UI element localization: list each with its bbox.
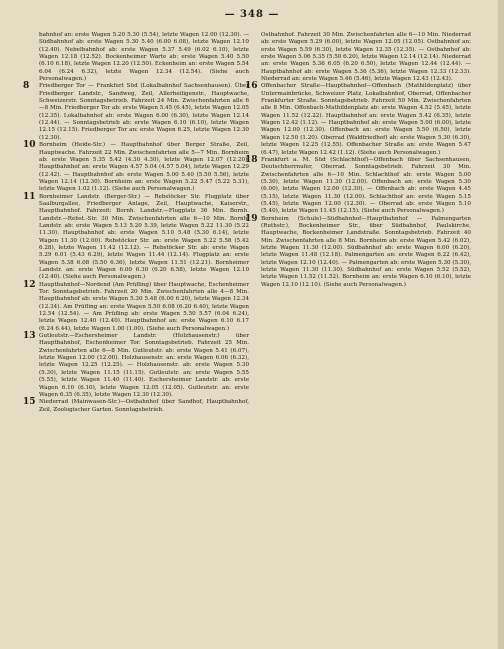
route-entry xyxy=(23,397,249,414)
route-text: Hauptbahnhof—Nordend (Am Prüfling) über Hauptwache, Eschenheimer Tor. Sonntagsbetrieb. Fahrzeit 20 Min. Zwischenfahrten alle 4—8 Min. Hauptbahnhof ab: erste Wagen 5.30 5.48 (6.00 6.20), letzte Wagen 12.34 (12.34). Am Prüfling an: erste Wagen 5.50 6.08 (6.20 6.40), letzte Wagen 12.54 (12.54). — Am Prüfling ab: erste Wagen 5.50 5.57 (6.04 6.24), letzte Wagen 12.40 (12.40). Hauptbahnhof an: erste Wagen 6.10 6.17 (6.24 6.44), letzte Wagen 1.00 (1.00). (Siehe auch Personalwagen.) xyxy=(39,281,249,332)
route-number: 10 xyxy=(23,140,36,151)
route-text: Frankfurt a. M. Süd (Schlachthof)—Offenbach über Sachsenhausen, Deutschherrnufer, Oberrad. Sonntagsbetrieb. Fahrzeit 30 Min. Zwischenfahrten alle 6—10 Min. Schlachthof ab: erste Wagen 5.00 (5.30), letzte Wagen 11.30 (12.00). Offenbach an: erste Wagen 5.30 (6.00), letzte Wagen 12.00 (12.30). — Offenbach ab: erste Wagen 4.45 (5.15), letzte Wagen 11.30 (12.00). Schlachthof an: erste Wagen 5.15 (5.45), letzte Wagen 12.00 (12.30). — Oberrad ab: erste Wagen 5.10 (5.40), letzte Wagen 11.45 (12.15). (Siehe auch Personalwagen.) xyxy=(261,156,471,215)
continuation-text: bahnhof an: erste Wagen 5.20 5.30 (5.54), letzte Wagen 12.00 (12.30). — Südbahnhof ab: erste Wagen 5.30 5.40 (6.00 6.08), letzte Wagen 12.10 (12.40). Nebelbahnhof ab: erste Wagen 5.37 5.49 (6.02 6.10), letzte Wagen 12.18 (12.52). Bockenheimer Warte ab: erste Wagen 5.40 5.50 (6.10 6.18), letzte Wagen 12.20 (12.50). Eckenheim an: erste Wagen 5.54 6.04 (6.24 6.32), letzte Wagen 12.34 (12.54). (Siehe auch Personalwagen.) xyxy=(39,32,249,83)
route-number: 15 xyxy=(23,397,36,408)
route-entry xyxy=(23,140,249,193)
page-number: — 348 — xyxy=(224,9,280,20)
left-column xyxy=(23,32,249,642)
route-text: Bornheim (Heide-Str.) — Hauptbahnhof über Berger Straße, Zeil, Hauptwache. Fahrzeit 22 Min. Zwischenfahrten alle 5—7 Min. Bornheim ab: erste Wagen 5.35 5.42 (4.30 4.30), letzte Wagen 12.07 (12.20). Hauptbahnhof an: erste Wagen 4.57 5.04 (4.57 5.04), letzte Wagen 12.29 (12.42). — Hauptbahnhof ab: erste Wagen 5.00 5.40 (5.50 5.56), letzte Wagen 12.14 (12.30). Bornheim an: erste Wagen 5.22 5.47 (5.22 5.31), letzte Wagen 1.02 (1.12). (Siehe auch Personalwagen.) xyxy=(39,142,249,193)
route-text: Friedberger Tor — Frankfurt Süd (Lokalbahnhof Sachsenhausen). Über Friedberger Landstr., Sandweg, Zeil, Allerheiligenstr., Hauptwache, Schweizerstr. Sonntagsbetrieb. Fahrzeit 24 Min. Zwischenfahrten alle 6—8 Min. Friedberger Tor ab: erste Wagen 5.45 (6.45), letzte Wagen 12.05 (12.35). Lokalbahnhof ab: erste Wagen 6.00 (6.30), letzte Wagen 12.14 (12.44). — Sonntagsbetrieb ab: erste Wagen 6.10 (6.10), letzte Wagen 12.15 (12.15). Friedberger Tor an: erste Wagen 6.25, letzte Wagen 12.30 (12.30). xyxy=(39,83,249,141)
route-number: 16 xyxy=(245,81,258,92)
route-text: Bornheim (Schule)—Südbahnhof—Hauptbahnhof — Palmengarten (Ruthstr.), Bockenheimer Str., über Südbahnhof, Paulskirche, Hauptwache, Bockenheimer Landstraße. Sonntagsbetrieb. Fahrzeit 40 Min. Zwischenfahrten alle 8 Min. Bornheim ab: erste Wagen 5.42 (6.02), letzte Wagen 11.30 (12.00). Südbahnhof ab: erste Wagen 6.00 (6.20), letzte Wagen 11.48 (12.18). Palmengarten an: erste Wagen 6.22 (6.42), letzte Wagen 12.10 (12.40). — Palmengarten ab: erste Wagen 5.30 (5.30), letzte Wagen 11.30 (11.30). Südbahnhof an: erste Wagen 5.52 (5.52), letzte Wagen 11.52 (11.52). Bornheim an: erste Wagen 6.10 (6.10), letzte Wagen 12.10 (12.10). (Siehe auch Personalwagen.) xyxy=(261,215,471,288)
route-number: 18 xyxy=(245,154,258,165)
route-text: Bornheimer Landstr. (Berger-Str.) — Rebstöcker Str. Flugplatz über Saalburgallee, Friedberger Anlage, Zeil, Hauptwache, Kaiserstr., Hauptbahnhof. Fahrzeit: Bornh. Landstr.—Flugplatz 36 Min. Bornh. Landstr.—Rebst.-Str. 30 Min. Zwischenfahrten alle 6—10 Min. Bornh. Landstr. ab: erste Wagen 5.13 5.20 5.39, letzte Wagen 5.22 11.30 (5.22 11.30). Hauptbahnhof ab: erste Wagen 5.10 5.48 (5.30 6.14), letzte Wagen 11.30 (12.00). Rebstöcker Str. an: erste Wagen 5.22 5.58 (5.42 6.28), letzte Wagen 11.42 (12.12). — Rebstöcker Str. ab: erste Wagen 5.29 6.01 (5.43 6.29), letzte Wagen 11.44 (12.14). Flugplatz an: erste Wagen 5.38 6.08 (5.50 6.36), letzte Wagen 11.51 (12.21). Bornheimer Landstr. an: erste Wagen 6.00 6.30 (6.20 6.58), letzte Wagen 12.10 (12.40). (Siehe auch Personalwagen.) xyxy=(39,193,249,281)
route-number: 12 xyxy=(23,279,36,290)
route-entry xyxy=(245,81,471,156)
route-entry xyxy=(23,81,249,142)
route-text: Niederrad (Mainwasen-Str.)—Ostbahnhof über Sandhof, Hauptbahnhof, Zeil, Zoologischer Garten. Sonntagsbetrieb. xyxy=(39,399,249,413)
route-entry xyxy=(23,191,249,282)
route-entry xyxy=(245,154,471,216)
route-number: 13 xyxy=(23,331,36,342)
continuation-text: Ostbahnhof. Fahrzeit 30 Min. Zwischenfahrten alle 6—10 Min. Niederrad ab: erste Wagen 5.29 (6.00), letzte Wagen 12.05 (12.05). Ostbahnhof an: erste Wagen 5.59 (6.30), letzte Wagen 12.35 (12.35). — Ostbahnhof ab: erste Wagen 5.06 5.35 (5.50 6.20), letzte Wagen 12.14 (12.14). Niederrad an: erste Wagen 5.36 6.05 (6.20 6.50), letzte Wagen 12.44 (12.44). — Hauptbahnhof ab: erste Wagen 5.36 (5.36), letzte Wagen 12.33 (12.33). Niederrad an: erste Wagen 5.46 (5.46), letzte Wagen 12.43 (12.43). xyxy=(261,32,471,83)
page-edge-shadow xyxy=(498,0,504,649)
right-column xyxy=(245,32,471,642)
route-number: 11 xyxy=(23,191,36,202)
route-text: Offenbacher Straße—Hauptbahnhof—Offenbach (Mathildenplatz) über Untermainbrücke, Schweizer Platz, Lokalbahnhof, Oberrad, Offenbacher Frankfurter Straße. Sonntagsbetrieb. Fahrzeit 50 Min. Zwischenfahrten alle 8 Min. Offenbach-Mathildenplatz ab: erste Wagen 4.52 (5.45), letzte Wagen 11.52 (12.22). Hauptbahnhof an: erste Wagen 5.42 (6.35), letzte Wagen 12.42 (1.12). — Hauptbahnhof ab: erste Wagen 5.00 (6.00), letzte Wagen 12.00 (12.30). Offenbach an: erste Wagen 5.50 (6.50), letzte Wagen 12.50 (1.20). Oberrad (Waldfriedhof) ab: erste Wagen 5.30 (6.30), letzte Wagen 12.25 (12.55). Offenbacher Straße an: erste Wagen 5.47 (6.47), letzte Wagen 12.42 (1.12). (Siehe auch Personalwagen.) xyxy=(261,83,471,156)
route-number: 19 xyxy=(245,213,258,224)
route-number: 8 xyxy=(23,81,30,92)
route-entry xyxy=(23,331,249,399)
route-entry xyxy=(245,213,471,289)
route-entry xyxy=(23,279,249,333)
route-text: Gutleutstr.—Eschersheimer Landstr. (Holzhausenstr.) über Hauptbahnhof, Eschenheimer Tor. Sonntagsbetrieb. Fahrzeit 25 Min. Zwischenfahrten alle 6—8 Min. Gutleutstr. ab: erste Wagen 5.41 (6.07), letzte Wagen 12.00 (12.00). Holzhausenstr. an: erste Wagen 6.06 (6.32), letzte Wagen 12.25 (12.25). — Holzhausenstr. ab: erste Wagen 5.30 (5.30), letzte Wagen 11.15 (11.15). Gutleutstr. an: erste Wagen 5.55 (5.55), letzte Wagen 11.40 (11.40). Eschersheimer Landstr. ab: erste Wagen 6.10 (6.10), letzte Wagen 12.05 (12.05). Gutleutstr. an: erste Wagen 6.35 (6.35), letzte Wagen 12.30 (12.30). xyxy=(39,333,249,398)
